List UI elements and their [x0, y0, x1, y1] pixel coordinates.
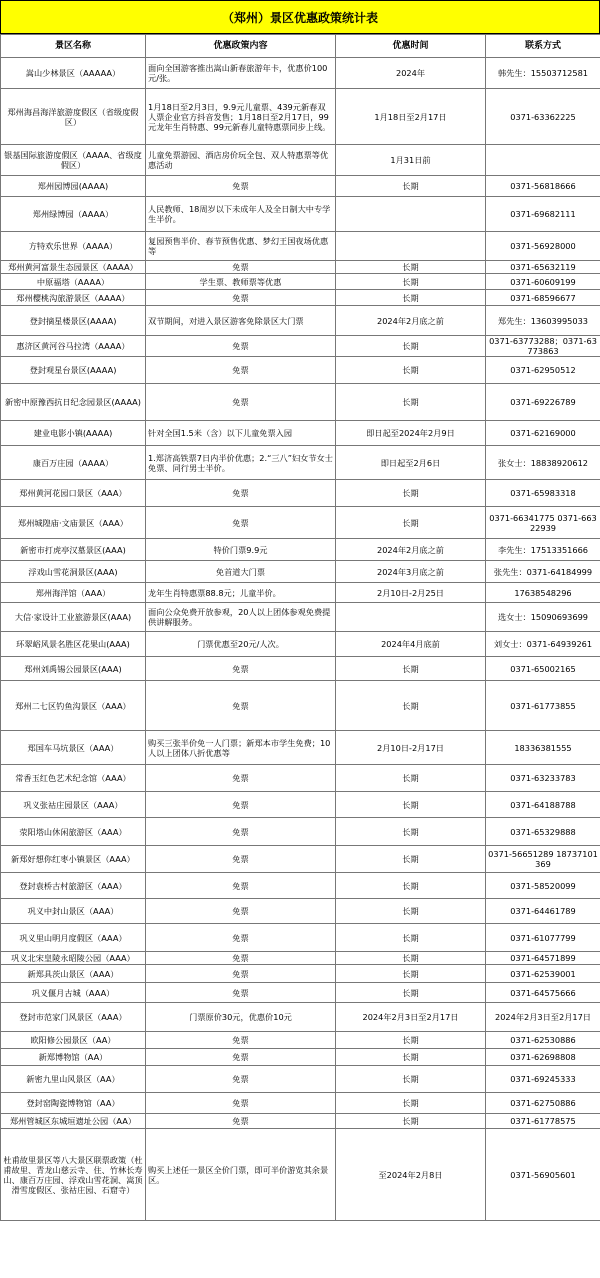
cell-contact: 0371-65329888	[486, 818, 600, 846]
cell-contact: 18336381555	[486, 731, 600, 765]
cell-policy-content: 免票	[146, 965, 336, 983]
cell-scenic-name: 大信·家设计工业旅游景区(AAA)	[1, 603, 146, 632]
cell-policy-time: 长期	[336, 274, 486, 290]
header-policy-time: 优惠时间	[336, 35, 486, 58]
cell-scenic-name: 郑州管城区东城垣遗址公园（AA）	[1, 1114, 146, 1129]
table-row	[1, 357, 600, 384]
cell-policy-time: 1月31日前	[336, 145, 486, 176]
cell-scenic-name: 郑州黄河花园口景区（AAA）	[1, 480, 146, 507]
cell-policy-time: 长期	[336, 507, 486, 539]
cell-policy-content: 面向全国游客推出嵩山新春旅游年卡，优惠价100元/张。	[146, 58, 336, 89]
cell-policy-time	[336, 197, 486, 232]
cell-policy-time: 长期	[336, 983, 486, 1003]
cell-policy-content: 免票	[146, 899, 336, 924]
cell-policy-time: 长期	[336, 176, 486, 197]
cell-policy-content: 免票	[146, 480, 336, 507]
header-policy-content: 优惠政策内容	[146, 35, 336, 58]
cell-contact: 2024年2月3日至2月17日	[486, 1003, 600, 1032]
sheet-title: （郑州）景区优惠政策统计表	[0, 0, 600, 34]
table-row	[1, 792, 600, 818]
table-row	[1, 89, 600, 145]
cell-scenic-name: 银基国际旅游度假区（AAAA、省级度假区）	[1, 145, 146, 176]
cell-contact: 选女士：15090693699	[486, 603, 600, 632]
cell-scenic-name: 荥阳塔山休闲旅游区（AAA）	[1, 818, 146, 846]
table-row	[1, 983, 600, 1003]
cell-contact: 0371-62539001	[486, 965, 600, 983]
cell-policy-content: 免票	[146, 261, 336, 274]
cell-policy-time: 长期	[336, 924, 486, 952]
cell-policy-content: 免票	[146, 792, 336, 818]
cell-contact: 0371-62169000	[486, 421, 600, 446]
cell-policy-time: 长期	[336, 952, 486, 965]
table-row	[1, 480, 600, 507]
cell-policy-time: 2月10日-2月25日	[336, 583, 486, 603]
cell-policy-content: 免票	[146, 176, 336, 197]
cell-policy-content: 免票	[146, 873, 336, 899]
cell-scenic-name: 登封观星台景区(AAAA)	[1, 357, 146, 384]
cell-scenic-name: 中原福塔（AAAA）	[1, 274, 146, 290]
cell-policy-time: 长期	[336, 1093, 486, 1114]
cell-policy-time	[336, 603, 486, 632]
cell-scenic-name: 康百万庄园（AAAA）	[1, 446, 146, 480]
cell-contact: 张先生：0371-64184999	[486, 561, 600, 583]
table-row	[1, 583, 600, 603]
cell-contact: 0371-60609199	[486, 274, 600, 290]
cell-contact: 0371-65983318	[486, 480, 600, 507]
cell-policy-time: 长期	[336, 818, 486, 846]
cell-policy-content: 免票	[146, 1032, 336, 1049]
table-row	[1, 539, 600, 561]
cell-policy-content: 学生票、教师票等优惠	[146, 274, 336, 290]
table-row	[1, 1032, 600, 1049]
cell-scenic-name: 新密九里山风景区（AA）	[1, 1066, 146, 1093]
cell-contact: 0371-62750886	[486, 1093, 600, 1114]
cell-scenic-name: 方特欢乐世界（AAAA）	[1, 232, 146, 261]
table-row	[1, 952, 600, 965]
cell-scenic-name: 杜甫故里景区等八大景区联票政策（杜甫故里、青龙山慈云寺、住、竹林长寿山、康百万庄园、浮戏山雪花洞、嵩顶滑雪度假区、张祜庄园、石窟寺）	[1, 1129, 146, 1221]
cell-scenic-name: 郑州海昌海洋旅游度假区（省级度假区）	[1, 89, 146, 145]
cell-scenic-name: 新郑好想你红枣小镇景区（AAA）	[1, 846, 146, 873]
table-row	[1, 1129, 600, 1221]
cell-policy-time: 2024年2月底之前	[336, 306, 486, 336]
table-row	[1, 731, 600, 765]
cell-contact: 0371-69682111	[486, 197, 600, 232]
table-row	[1, 145, 600, 176]
cell-contact: 0371-63773288；0371-63773863	[486, 336, 600, 357]
cell-scenic-name: 郑州樱桃沟旅游景区（AAAA）	[1, 290, 146, 306]
cell-contact: 0371-62530886	[486, 1032, 600, 1049]
cell-policy-time: 至2024年2月8日	[336, 1129, 486, 1221]
cell-scenic-name: 巩义张祜庄园景区（AAA）	[1, 792, 146, 818]
cell-policy-content: 龙年生肖特惠票88.8元；儿童半价。	[146, 583, 336, 603]
cell-policy-time: 2024年3月底之前	[336, 561, 486, 583]
cell-policy-content: 免票	[146, 357, 336, 384]
cell-policy-content: 免票	[146, 1066, 336, 1093]
cell-policy-time: 长期	[336, 965, 486, 983]
cell-scenic-name: 惠济区黄河谷马拉湾（AAAA）	[1, 336, 146, 357]
cell-scenic-name: 郑州刘禹锡公园景区(AAA)	[1, 657, 146, 681]
cell-scenic-name: 新密市打虎亭汉墓景区(AAA)	[1, 539, 146, 561]
cell-contact: 0371-64461789	[486, 899, 600, 924]
table-body	[1, 58, 600, 1221]
cell-contact: 0371-63362225	[486, 89, 600, 145]
cell-scenic-name: 巩义北宋皇陵永昭陵公园（AAA）	[1, 952, 146, 965]
cell-policy-content: 复园预售半价、春节预售优惠、梦幻王国夜场优惠等	[146, 232, 336, 261]
cell-policy-time: 即日起至2024年2月9日	[336, 421, 486, 446]
cell-policy-time: 即日起至2月6日	[336, 446, 486, 480]
cell-contact: 0371-64571899	[486, 952, 600, 965]
cell-scenic-name: 浮戏山雪花洞景区(AAA)	[1, 561, 146, 583]
cell-scenic-name: 巩义偃月古城（AAA）	[1, 983, 146, 1003]
cell-scenic-name: 巩义里山明月度假区（AAA）	[1, 924, 146, 952]
cell-policy-time: 2024年4月底前	[336, 632, 486, 657]
table-row	[1, 290, 600, 306]
cell-contact: 韩先生：15503712581	[486, 58, 600, 89]
cell-scenic-name: 新密中原豫西抗日纪念园景区(AAAA)	[1, 384, 146, 421]
cell-scenic-name: 登封窑陶瓷博物馆（AA）	[1, 1093, 146, 1114]
cell-policy-content: 门票优惠至20元/人次。	[146, 632, 336, 657]
cell-scenic-name: 郑州二七区钓鱼沟景区（AAA）	[1, 681, 146, 731]
cell-policy-time: 长期	[336, 480, 486, 507]
cell-contact: 0371-69245333	[486, 1066, 600, 1093]
table-row	[1, 58, 600, 89]
cell-policy-content: 免票	[146, 765, 336, 792]
header-scenic-name: 景区名称	[1, 35, 146, 58]
cell-policy-content: 面向公众免费开放参观，20人以上团体参观免费提供讲解服务。	[146, 603, 336, 632]
cell-scenic-name: 登封摘星楼景区(AAAA)	[1, 306, 146, 336]
cell-policy-time: 长期	[336, 1114, 486, 1129]
cell-policy-time: 长期	[336, 765, 486, 792]
cell-contact: 0371-69226789	[486, 384, 600, 421]
cell-contact: 0371-65632119	[486, 261, 600, 274]
cell-scenic-name: 郑州黄河富景生态园景区（AAAA）	[1, 261, 146, 274]
header-contact: 联系方式	[486, 35, 600, 58]
table-row	[1, 336, 600, 357]
header-row	[1, 35, 600, 58]
cell-policy-content: 1.郑济高铁票7日内半价优惠；2.“三八”妇女节女士免票、同行男士半价。	[146, 446, 336, 480]
cell-policy-time: 长期	[336, 384, 486, 421]
table-row	[1, 176, 600, 197]
table-row	[1, 603, 600, 632]
cell-contact: 0371-58520099	[486, 873, 600, 899]
cell-contact: 张女士：18838920612	[486, 446, 600, 480]
cell-policy-time: 长期	[336, 261, 486, 274]
cell-contact: 0371-64575666	[486, 983, 600, 1003]
table-row	[1, 421, 600, 446]
cell-policy-content: 免票	[146, 818, 336, 846]
table-row	[1, 1093, 600, 1114]
cell-policy-time: 1月18日至2月17日	[336, 89, 486, 145]
table-row	[1, 657, 600, 681]
cell-policy-time: 2024年2月底之前	[336, 539, 486, 561]
cell-policy-content: 免票	[146, 1114, 336, 1129]
cell-contact: 李先生：17513351666	[486, 539, 600, 561]
cell-policy-content: 儿童免票游园、酒店房价玩全包、双人特惠票等优惠活动	[146, 145, 336, 176]
cell-scenic-name: 欧阳修公园景区（AA）	[1, 1032, 146, 1049]
table-row	[1, 1049, 600, 1066]
cell-policy-time: 长期	[336, 873, 486, 899]
table-row	[1, 446, 600, 480]
cell-policy-content: 购买上述任一景区全价门票，即可半价游览其余景区。	[146, 1129, 336, 1221]
cell-policy-time: 2024年	[336, 58, 486, 89]
cell-contact: 0371-68596677	[486, 290, 600, 306]
table-row	[1, 1114, 600, 1129]
table-row	[1, 507, 600, 539]
table-row	[1, 681, 600, 731]
cell-scenic-name: 常香玉红色艺术纪念馆（AAA）	[1, 765, 146, 792]
cell-policy-content: 免票	[146, 657, 336, 681]
cell-scenic-name: 登封市范家门风景区（AAA）	[1, 1003, 146, 1032]
cell-contact: 0371-63233783	[486, 765, 600, 792]
cell-contact: 0371-56928000	[486, 232, 600, 261]
cell-policy-time: 长期	[336, 1066, 486, 1093]
cell-contact: 0371-65002165	[486, 657, 600, 681]
table-row	[1, 197, 600, 232]
table-row	[1, 873, 600, 899]
cell-scenic-name: 巩义中封山景区（AAA）	[1, 899, 146, 924]
table-row	[1, 384, 600, 421]
cell-policy-content: 免票	[146, 846, 336, 873]
table-row	[1, 1003, 600, 1032]
cell-scenic-name: 登封袁桥古村旅游区（AAA）	[1, 873, 146, 899]
cell-contact: 17638548296	[486, 583, 600, 603]
cell-policy-time: 长期	[336, 336, 486, 357]
cell-contact: 0371-61077799	[486, 924, 600, 952]
cell-policy-time: 长期	[336, 357, 486, 384]
cell-scenic-name: 建业电影小镇(AAAA)	[1, 421, 146, 446]
table-row	[1, 306, 600, 336]
cell-policy-content: 1月18日至2月3日，9.9元儿童票、439元新春双人票企业官方抖音发售；1月18日至2月17日，99元龙年生肖特惠、99元新春儿童特惠票同步上线。	[146, 89, 336, 145]
cell-policy-time: 长期	[336, 899, 486, 924]
cell-policy-time	[336, 232, 486, 261]
cell-policy-content: 针对全国1.5米（含）以下儿童免票入园	[146, 421, 336, 446]
cell-contact: 0371-56651289 18737101369	[486, 846, 600, 873]
cell-policy-content: 特价门票9.9元	[146, 539, 336, 561]
cell-scenic-name: 郑州园博园(AAAA)	[1, 176, 146, 197]
cell-contact: 0371-62950512	[486, 357, 600, 384]
cell-contact: 0371-61773855	[486, 681, 600, 731]
cell-scenic-name: 郑国车马坑景区（AAA）	[1, 731, 146, 765]
cell-scenic-name: 嵩山少林景区（AAAAA）	[1, 58, 146, 89]
cell-scenic-name: 郑州城隍庙·文庙景区（AAA）	[1, 507, 146, 539]
cell-policy-content: 免票	[146, 952, 336, 965]
cell-policy-time: 长期	[336, 657, 486, 681]
cell-contact: 0371-62698808	[486, 1049, 600, 1066]
cell-contact: 0371-66341775 0371-66322939	[486, 507, 600, 539]
cell-contact: 0371-56905601	[486, 1129, 600, 1221]
cell-policy-content: 免票	[146, 507, 336, 539]
table-row	[1, 1066, 600, 1093]
cell-policy-content: 免票	[146, 384, 336, 421]
cell-scenic-name: 新郑博物馆（AA）	[1, 1049, 146, 1066]
cell-policy-content: 免票	[146, 336, 336, 357]
cell-policy-content: 门票原价30元，优惠价10元	[146, 1003, 336, 1032]
cell-policy-content: 免票	[146, 1093, 336, 1114]
cell-policy-time: 长期	[336, 681, 486, 731]
cell-policy-time: 长期	[336, 290, 486, 306]
cell-contact: 0371-56818666	[486, 176, 600, 197]
cell-contact	[486, 145, 600, 176]
table-row	[1, 561, 600, 583]
table-row	[1, 632, 600, 657]
cell-policy-content: 免票	[146, 983, 336, 1003]
cell-contact: 郑先生：13603995033	[486, 306, 600, 336]
table-row	[1, 261, 600, 274]
cell-policy-time: 长期	[336, 846, 486, 873]
table-row	[1, 899, 600, 924]
cell-policy-time: 长期	[336, 792, 486, 818]
cell-policy-content: 免票	[146, 681, 336, 731]
cell-policy-time: 2024年2月3日至2月17日	[336, 1003, 486, 1032]
cell-policy-content: 人民教师、18周岁以下未成年人及全日制大中专学生半价。	[146, 197, 336, 232]
policy-table	[0, 34, 600, 1221]
table-row	[1, 924, 600, 952]
cell-policy-content: 免票	[146, 924, 336, 952]
cell-scenic-name: 新郑具茨山景区（AAA）	[1, 965, 146, 983]
table-row	[1, 765, 600, 792]
table-row	[1, 274, 600, 290]
cell-policy-time: 长期	[336, 1032, 486, 1049]
cell-policy-content: 双节期间，对进入景区游客免除景区大门票	[146, 306, 336, 336]
cell-contact: 0371-61778575	[486, 1114, 600, 1129]
table-row	[1, 818, 600, 846]
cell-policy-content: 免首道大门票	[146, 561, 336, 583]
cell-scenic-name: 郑州海洋馆（AAA）	[1, 583, 146, 603]
table-row	[1, 846, 600, 873]
table-row	[1, 232, 600, 261]
cell-policy-content: 免票	[146, 1049, 336, 1066]
table-row	[1, 965, 600, 983]
cell-policy-time: 2月10日-2月17日	[336, 731, 486, 765]
cell-policy-content: 免票	[146, 290, 336, 306]
cell-scenic-name: 郑州绿博园（AAAA）	[1, 197, 146, 232]
cell-policy-content: 购买三张半价免一人门票；新郑本市学生免费；10人以上团体八折优惠等	[146, 731, 336, 765]
cell-contact: 0371-64188788	[486, 792, 600, 818]
cell-policy-time: 长期	[336, 1049, 486, 1066]
cell-scenic-name: 环翠峪风景名胜区花果山(AAA)	[1, 632, 146, 657]
cell-contact: 刘女士：0371-64939261	[486, 632, 600, 657]
